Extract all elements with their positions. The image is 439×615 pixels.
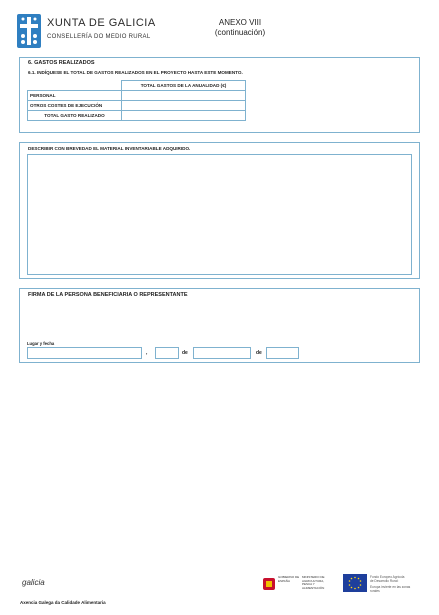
org-subtitle: CONSELLERÍA DO MEDIO RURAL — [47, 34, 151, 40]
eu-line-2: de Desarrollo Rural: — [370, 579, 399, 583]
xunta-emblem-icon — [17, 14, 41, 48]
org-title: XUNTA DE GALICIA — [47, 17, 156, 29]
place-input[interactable] — [27, 347, 142, 359]
section-gastos-title: 6. GASTOS REALIZADOS — [28, 60, 95, 66]
column-header: TOTAL GASTOS DE LA ANUALIDAD (€) — [122, 81, 246, 91]
year-input[interactable] — [266, 347, 299, 359]
eu-flag-icon — [343, 574, 367, 592]
agency-name: Axencia Galega da Calidade Alimentaria — [20, 600, 106, 605]
de-separator-1: de — [182, 350, 188, 356]
total-amount-input[interactable] — [122, 111, 246, 121]
table-header-row — [28, 81, 246, 91]
row-label-otros-costes: OTROS COSTES DE EJECUCIÓN — [28, 101, 122, 111]
de-separator-2: de — [256, 350, 262, 356]
month-input[interactable] — [193, 347, 251, 359]
section-gastos-subtitle: 6.1. INDÍQUESE EL TOTAL DE GASTOS REALIZADOS EN EL PROYECTO HASTA ESTE MOMENTO. — [28, 70, 243, 75]
section-material-title: DESCRIBIR CON BREVEDAD EL MATERIAL INVENTARIABLE ADQUIRIDO. — [28, 146, 191, 151]
galicia-logo — [22, 578, 45, 587]
table-row — [28, 91, 246, 101]
place-date-label: Lugar y fecha — [27, 341, 55, 346]
gobierno-line-2: MINISTERIO DE AGRICULTURA, PESCA Y ALIMENTACIÓN — [302, 575, 325, 590]
anexo-heading — [200, 18, 280, 38]
section-firma-title: FIRMA DE LA PERSONA BENEFICIARIA O REPRESENTANTE — [28, 292, 188, 298]
material-description-textarea[interactable] — [27, 154, 412, 275]
gobierno-espana-logo — [262, 574, 330, 594]
anexo-line-1: ANEXO VIII — [218, 18, 262, 27]
anexo-line-2: (continuación) — [214, 28, 266, 37]
eu-line-3: Europa invierte en las zonas rurales — [370, 585, 411, 593]
otros-costes-amount-input[interactable] — [122, 101, 246, 111]
comma-separator: , — [146, 350, 148, 356]
row-label-total: TOTAL GASTO REALIZADO — [28, 111, 122, 121]
table-corner-cell — [28, 81, 122, 91]
row-label-personal: PERSONAL — [28, 91, 122, 101]
personal-amount-input[interactable] — [122, 91, 246, 101]
costs-table — [27, 80, 246, 121]
table-row — [28, 111, 246, 121]
table-row — [28, 101, 246, 111]
spain-coat-of-arms-icon — [262, 576, 276, 592]
eu-line-1: Fondo Europeo Agrícola — [370, 575, 405, 579]
eu-fund-text — [370, 575, 420, 593]
gobierno-line-1: GOBIERNO DE ESPAÑA — [278, 575, 300, 583]
galicia-logo-text: galicia — [22, 578, 45, 587]
day-input[interactable] — [155, 347, 179, 359]
